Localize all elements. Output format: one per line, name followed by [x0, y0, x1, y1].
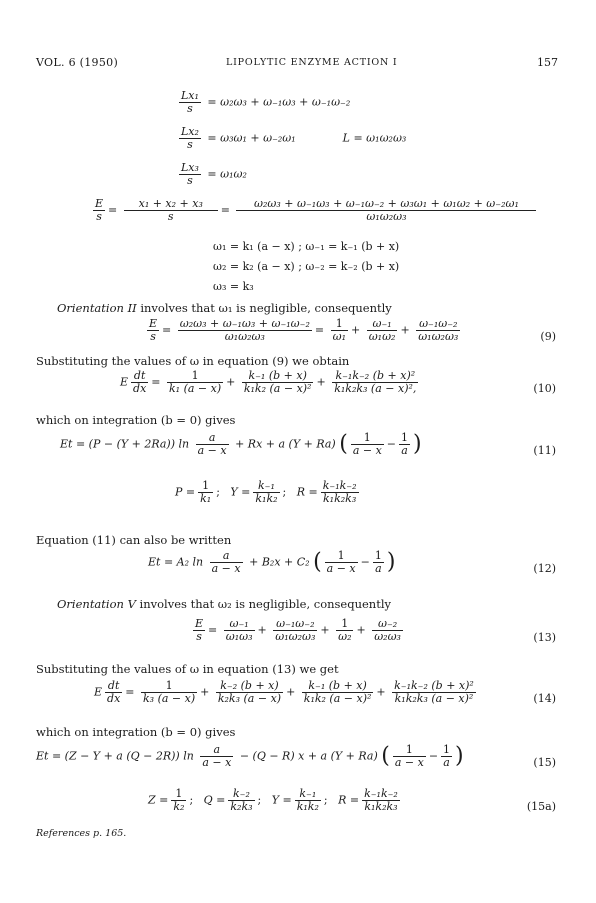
- integration-text-1: which on integration (b = 0) gives: [36, 413, 236, 427]
- orientation-ii-text: Orientation II involves that ω₁ is negligible, consequently: [57, 301, 392, 315]
- equation-12: Et = A₂ ln $\frac{a}{a - x}$ + B₂x + C₂ ( $\frac{1}{a - x}$ − $\frac{1}{a}$ ): [148, 549, 396, 575]
- equation-number-12: (12): [533, 562, 556, 575]
- substitution-text-9: Substituting the values of ω in equation (9) we obtain: [36, 354, 350, 368]
- equation-number-14: (14): [533, 692, 556, 705]
- equation-11-definitions: P = $\frac{1}{\text{k₁}}$ ; Y = $\frac{\text{k₋₁}}{\text{k₁k₂}}$ ; R = $\frac{\text{k₋₁k₋₂}}{\text{k₁k₂k₃}}$: [175, 479, 357, 505]
- equation-15: Et = (Z − Y + a (Q − 2R)) ln $\frac{a}{a - x}$ − (Q − R) x + a (Y + Ra) ( $\frac{1}{a - x}$ − $\frac{1}{a}$ ): [36, 743, 464, 769]
- volume-label: VOL. 6 (1950): [36, 56, 119, 69]
- equation-13: $\frac{E}{s}$ = $\frac{\text{ω₋₁}}{\text{ω₁ω₃}}$ + $\frac{\text{ω₋₁ω₋₂}}{\text{ω₁ω₂ω₃}}$ + $\frac{1}{\text{ω₂}}$ + $\frac{\text{ω₋₂}}{\text{ω₂ω₃}}$: [195, 617, 401, 643]
- orientation-v-text: Orientation V involves that ω₂ is negligible, consequently: [57, 597, 392, 611]
- equation-11: Et = (P − (Y + 2Ra)) ln $\frac{a}{a - x}$ + Rx + a (Y + Ra) ( $\frac{1}{a - x}$ − $\frac{1}{a}$ ): [60, 431, 422, 457]
- omega-definition-3: ω₃ = k₃: [213, 280, 254, 293]
- equation-e-over-s: $\frac{E}{s}$ = $\frac{\text{x₁ + x₂ + x₃}}{s}$ = $\frac{\text{ω₂ω₃ + ω₋₁ω₃ + ω₋₁ω₋₂ + ω₃ω₁ + ω₁ω₂ + ω₋₂ω₁}}{\text{ω₁ω₂ω₃}}$: [90, 198, 539, 223]
- omega-definition-2: ω₂ = k₂ (a − x) ; ω₋₂ = k₋₂ (b + x): [213, 260, 400, 273]
- equation-number-9: (9): [540, 330, 556, 343]
- equation-15a: Z = $\frac{1}{\text{k₂}}$ ; Q = $\frac{\text{k₋₂}}{\text{k₂k₃}}$ ; Y = $\frac{\text{k₋₁}}{\text{k₁k₂}}$ ; R = $\frac{\text{k₋₁k₋₂}}{\text{k₁k₂k₃}}$: [148, 787, 398, 813]
- equation-10: E $\frac{dt}{dx}$ = $\frac{1}{\text{k₁ (a − x)}}$ + $\frac{\text{k₋₁ (b + x)}}{\text{k₁k₂ (a − x)²}}$ + $\frac{\text{k₋₁k₋₂ (b + x)²}}{\text{k₁k₂k₃ (a − x)²,}}$: [120, 369, 417, 395]
- references-note: References p. 165.: [36, 828, 127, 839]
- integration-text-2: which on integration (b = 0) gives: [36, 725, 236, 739]
- equation-number-11: (11): [533, 444, 556, 457]
- equation-11-alt-text: Equation (11) can also be written: [36, 533, 232, 547]
- equation-lx2: $\frac{\text{Lx₂}}{s}$ = ω₃ω₁ + ω₋₂ω₁ L = ω₁ω₂ω₃: [181, 125, 407, 151]
- equation-number-10: (10): [533, 382, 556, 395]
- equation-9: $\frac{E}{s}$ = $\frac{\text{ω₂ω₃ + ω₋₁ω₃ + ω₋₁ω₋₂}}{\text{ω₁ω₂ω₃}}$ = $\frac{1}{\text{ω₁}}$ + $\frac{\text{ω₋₁}}{\text{ω₁ω₂}}$ + $\frac{\text{ω₋₁ω₋₂}}{\text{ω₁ω₂ω₃}}$: [149, 317, 459, 343]
- running-title: LIPOLYTIC ENZYME ACTION I: [226, 57, 398, 68]
- substitution-text-13: Substituting the values of ω in equation (13) we get: [36, 662, 339, 676]
- l-definition: L = ω₁ω₂ω₃: [342, 131, 407, 145]
- equation-number-15: (15): [533, 756, 556, 769]
- equation-14: E $\frac{dt}{dx}$ = $\frac{1}{\text{k₃ (a − x)}}$ + $\frac{\text{k₋₂ (b + x)}}{\text{k₂k₃ (a − x)}}$ + $\frac{\text{k₋₁ (b + x)}}{\text{k₁k₂ (a − x)²}}$ + $\frac{\text{k₋₁k₋₂ (b + x)²}}{\text{k₁k₂k₃ (a − x)²}}$: [94, 679, 474, 705]
- equation-lx1: $\frac{\text{Lx₁}}{s}$ = ω₂ω₃ + ω₋₁ω₃ + ω₋₁ω₋₂: [181, 89, 351, 115]
- page-number: 157: [537, 56, 558, 69]
- running-header: [36, 56, 556, 72]
- equation-number-15a: (15a): [526, 800, 556, 813]
- equation-number-13: (13): [533, 631, 556, 644]
- equation-lx3: $\frac{\text{Lx₃}}{s}$ = ω₁ω₂: [181, 161, 247, 187]
- omega-definition-1: ω₁ = k₁ (a − x) ; ω₋₁ = k₋₁ (b + x): [213, 240, 400, 253]
